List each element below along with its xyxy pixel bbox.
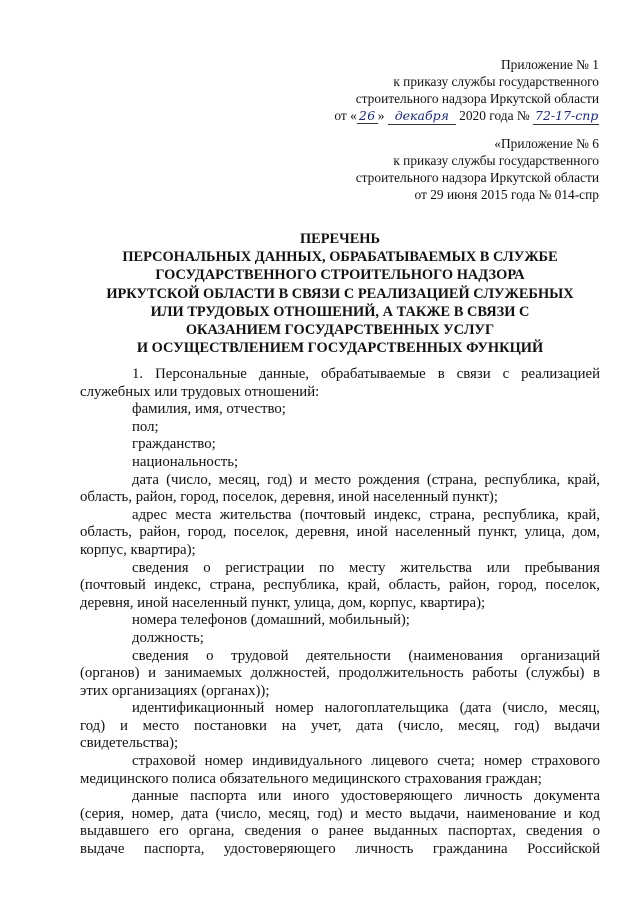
document-body xyxy=(80,366,600,859)
title-line-2: ПЕРСОНАЛЬНЫХ ДАННЫХ, ОБРАБАТЫВАЕМЫХ В СЛУЖБЕ xyxy=(122,249,558,266)
p1-line-1: 1. Персональные данные, обрабатываемые в связи с реализацией xyxy=(132,366,600,382)
list-item-snils xyxy=(80,753,600,788)
reg-line-1: сведения о регистрации по месту жительства или пребывания xyxy=(132,559,600,576)
work-line-3: этих организациях (органах)); xyxy=(80,682,270,699)
addr-line-3: корпус, квартира); xyxy=(80,541,196,558)
reg-line-2: (почтовый индекс, страна, республика, край, область, район, город, поселок, xyxy=(80,577,600,594)
list-item-registration xyxy=(80,560,600,613)
handwritten-month: декабря xyxy=(388,107,456,125)
p1-line-2: служебных или трудовых отношений: xyxy=(80,383,320,400)
birth-line-2: область, район, город, поселок, деревня, иной населенный пункт); xyxy=(80,489,498,506)
pass-line-1: данные паспорта или иного удостоверяющего личность документа xyxy=(132,788,600,805)
list-item-nationality: национальность; xyxy=(132,453,239,470)
list-item-sex: пол; xyxy=(132,418,159,435)
annex-1-order-line: к приказу службы государственного xyxy=(393,74,599,89)
annex-1-date-line xyxy=(334,107,599,125)
work-line-1: сведения о трудовой деятельности (наименования организаций xyxy=(132,647,600,664)
annex-6-header xyxy=(356,135,599,203)
title-line-1: ПЕРЕЧЕНЬ xyxy=(299,231,381,247)
annex-6-date-line: от 29 июня 2015 года № 014-спр xyxy=(414,187,599,202)
list-item-work xyxy=(80,648,600,701)
snils-line-1: страховой номер индивидуального лицевого счета; номер страхового xyxy=(132,753,600,770)
handwritten-day: 26 xyxy=(358,108,376,123)
list-item-passport xyxy=(80,788,600,858)
list-item-inn xyxy=(80,700,600,753)
title-line-5: ИЛИ ТРУДОВЫХ ОТНОШЕНИЙ, А ТАКЖЕ В СВЯЗИ С xyxy=(150,303,530,320)
annex-6-order-line: к приказу службы государственного xyxy=(393,153,599,168)
addr-line-1: адрес места жительства (почтовый индекс, страна, республика, край, xyxy=(132,506,600,523)
pass-line-3: выдавшего его органа, сведения о ранее выданных паспортах, сведения о xyxy=(80,823,600,840)
title-line-4: ИРКУТСКОЙ ОБЛАСТИ В СВЯЗИ С РЕАЛИЗАЦИЕЙ СЛУЖЕБНЫХ xyxy=(106,285,574,302)
title-line-6: ОКАЗАНИЕМ ГОСУДАРСТВЕННЫХ УСЛУГ xyxy=(185,322,495,339)
pass-line-2: (серия, номер, дата (число, месяц, год) и место выдачи, наименование и код xyxy=(80,805,600,822)
date-mid: » xyxy=(377,108,385,123)
annex-6-agency-line: строительного надзора Иркутской области xyxy=(355,170,599,185)
handwritten-order-number: 72-17-спр xyxy=(535,108,599,123)
list-item-phones: номера телефонов (домашний, мобильный); xyxy=(132,612,410,629)
inn-line-3: свидетельства); xyxy=(80,735,179,752)
list-item-citizenship: гражданство; xyxy=(132,436,216,453)
annex-6-title: «Приложение № 6 xyxy=(494,136,599,151)
annex-1-header xyxy=(334,56,599,125)
annex-1-title: Приложение № 1 xyxy=(500,57,599,72)
addr-line-2: область, район, город, поселок, деревня, иной населенный пункт, улица, дом, xyxy=(80,524,600,541)
date-prefix: от « xyxy=(334,108,357,123)
annex-1-agency-line: строительного надзора Иркутской области xyxy=(355,91,599,106)
list-item-birth xyxy=(80,472,600,507)
work-line-2: (органов) и занимаемых должностей, продолжительность работы (службы) в xyxy=(80,665,600,682)
list-item-fio: фамилия, имя, отчество; xyxy=(132,401,286,418)
inn-line-1: идентификационный номер налогоплательщика (дата (число, месяц, xyxy=(132,700,600,717)
document-title xyxy=(80,230,600,357)
snils-line-2: медицинского полиса обязательного медицинского страхования граждан; xyxy=(80,770,542,787)
paragraph-1 xyxy=(80,366,600,401)
list-item-position: должность; xyxy=(132,629,204,646)
birth-line-1: дата (число, месяц, год) и место рождения (страна, республика, край, xyxy=(132,471,600,488)
pass-line-4: выдаче паспорта, удостоверяющего личность гражданина Российской xyxy=(80,841,600,858)
title-line-7: И ОСУЩЕСТВЛЕНИЕМ ГОСУДАРСТВЕННЫХ ФУНКЦИЙ xyxy=(136,340,544,357)
title-line-3: ГОСУДАРСТВЕННОГО СТРОИТЕЛЬНОГО НАДЗОРА xyxy=(155,267,525,284)
list-item-address xyxy=(80,507,600,560)
reg-line-3: деревня, иной населенный пункт, улица, дом, корпус, квартира); xyxy=(80,594,486,611)
date-year: 2020 года № xyxy=(459,108,530,123)
inn-line-2: год) и место постановки на учет, дата (число, месяц, год) выдачи xyxy=(80,717,600,734)
